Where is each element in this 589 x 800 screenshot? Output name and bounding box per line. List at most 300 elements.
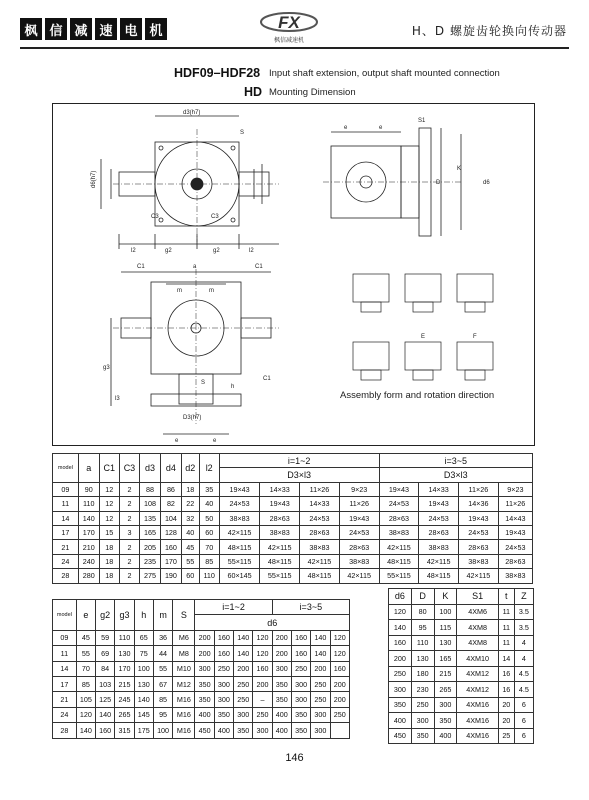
table-header-cell: S [173,600,195,631]
ratio-group-header: i=3~5 [379,454,532,468]
table-cell: 15 [99,525,119,539]
svg-text:S: S [240,130,245,136]
table-cell: 200 [272,630,291,645]
table-cell: 145 [134,707,153,722]
table-header-row [389,589,534,605]
table-cell: 42×115 [339,569,379,583]
table-header-cell: Z [514,589,533,605]
table-cell: 200 [389,651,412,667]
table-cell: 120 [253,630,272,645]
table-cell: 400 [272,723,291,738]
table-cell: 24×53 [339,525,379,539]
svg-text:C3: C3 [211,214,219,220]
table-cell: 6 [514,728,533,744]
table-cell: 90 [78,482,99,496]
table-row [53,540,533,554]
table-cell: 38×83 [459,554,499,568]
table-cell: 4.5 [514,682,533,698]
svg-text:d6: d6 [483,180,490,186]
table-cell: 45 [76,630,95,645]
table-cell: 45 [181,540,199,554]
page-number: 146 [285,752,304,764]
table-header-row [53,454,533,468]
table-cell: 11×26 [498,497,532,511]
table-cell: 48×115 [219,540,260,554]
table-cell: 12 [99,482,119,496]
table-cell: 18 [99,569,119,583]
table-cell: 40 [181,525,199,539]
table-cell: 300 [434,697,457,713]
table-row [389,651,534,667]
table-cell: 160 [214,630,233,645]
table-cell: 18 [99,554,119,568]
table-cell: 300 [253,723,272,738]
table-cell: 350 [234,723,253,738]
table-cell: 28×63 [339,540,379,554]
table-cell: 24×53 [419,511,459,525]
svg-text:S: S [201,380,206,386]
table-cell: M12 [173,676,195,691]
table-row [389,728,534,744]
table-cell: 12 [99,497,119,511]
table-cell: 42×115 [219,525,260,539]
ratio-group-header: i=1~2 [195,600,272,615]
table-cell: 19×43 [419,497,459,511]
table-cell: 11×26 [459,482,499,496]
brand-char-tile: 减 [70,18,92,40]
table-cell: 19×43 [260,497,300,511]
table-cell: 215 [434,666,457,682]
table-cell: 215 [115,676,134,691]
table-cell: 24×53 [459,525,499,539]
table-cell: 22 [181,497,199,511]
table-cell: 265 [115,707,134,722]
table-row [53,511,533,525]
table-cell: 400 [389,713,412,729]
table-cell: 19×43 [498,525,532,539]
table-cell: 250 [291,661,310,676]
table-cell: 95 [153,707,172,722]
table-cell: 11 [498,604,514,620]
table-cell: 16 [498,666,514,682]
table-cell: 20 [498,713,514,729]
assembly-forms [353,274,493,380]
table-cell: 128 [160,525,181,539]
table-cell: 28 [53,569,79,583]
table-cell: 2 [119,540,139,554]
table-cell: 4XM16 [457,697,499,713]
table-cell: 160 [253,661,272,676]
svg-text:d6(h7): d6(h7) [91,170,97,188]
table-cell: 400 [214,723,233,738]
table-header-cell: m [153,600,172,631]
table-cell: 165 [140,525,161,539]
table-cell: 140 [76,723,95,738]
table-cell: 140 [389,620,412,636]
table-cell: 28 [53,723,77,738]
svg-text:g2: g2 [213,248,220,254]
table-cell: 19×43 [339,511,379,525]
svg-text:C1: C1 [255,264,263,270]
table-header-cell: d6 [389,589,412,605]
table-cell: 38×83 [260,525,300,539]
table-header-cell: C1 [99,454,119,483]
table-cell: 350 [434,713,457,729]
table-row [53,707,350,722]
table-cell: 60 [181,569,199,583]
table-cell: 4 [514,635,533,651]
table-cell: 160 [96,723,115,738]
table-cell: 6 [514,697,533,713]
table-cell: 75 [134,646,153,661]
table-cell: 42×115 [300,554,340,568]
dimension-table-1 [52,453,533,584]
svg-text:m: m [177,288,182,294]
table-cell: 38×83 [419,540,459,554]
table-cell: 50 [199,511,219,525]
table-cell: 350 [195,692,214,707]
svg-text:C1: C1 [263,376,271,382]
table-cell: 48×115 [379,554,419,568]
table-cell: 250 [311,692,330,707]
table-cell: 165 [434,651,457,667]
table-row [53,692,350,707]
table-cell: M6 [173,630,195,645]
table-cell: 09 [53,630,77,645]
table-cell: 400 [434,728,457,744]
table-cell: 200 [195,630,214,645]
table-cell: 55×115 [219,554,260,568]
table-cell: 175 [134,723,153,738]
table-cell: 280 [78,569,99,583]
table-row [53,569,533,583]
table-cell: 4.5 [514,666,533,682]
table-cell: 450 [195,723,214,738]
table-cell: 4XM12 [457,682,499,698]
table-cell: 240 [78,554,99,568]
table-cell: M16 [173,707,195,722]
table-cell: 28×63 [300,525,340,539]
table-row [389,620,534,636]
header-divider [20,47,569,49]
top-view-drawing [111,269,279,434]
table-cell: 200 [311,661,330,676]
table-cell: 4XM16 [457,728,499,744]
table-cell: 65 [134,630,153,645]
table-cell: 160 [214,646,233,661]
table-cell: 67 [153,676,172,691]
table-cell: 160 [291,646,310,661]
table-cell: 3.5 [514,620,533,636]
table-row [53,630,350,645]
table-cell: M16 [173,723,195,738]
table-cell: 115 [434,620,457,636]
table-cell: 4XM6 [457,604,499,620]
table-cell: 95 [411,620,434,636]
table-cell: 140 [234,646,253,661]
table-cell: 36 [153,630,172,645]
table-header-cell: d4 [160,454,181,483]
sub-header: D3×l3 [219,468,379,482]
table-cell: 16 [498,682,514,698]
table-cell: 170 [115,661,134,676]
table-cell: 275 [140,569,161,583]
table-cell: 450 [389,728,412,744]
table-cell: 250 [389,666,412,682]
table-cell: 110 [115,630,134,645]
table-cell: 4 [514,651,533,667]
svg-text:e: e [213,438,217,444]
table-cell: 55 [181,554,199,568]
table-row [53,482,533,496]
table-row [53,676,350,691]
table-cell: 6 [514,713,533,729]
table-row [53,723,350,738]
table-cell: 120 [253,646,272,661]
table-cell: M10 [173,661,195,676]
brand-char-tile: 速 [95,18,117,40]
table-cell: 300 [214,676,233,691]
table-cell: 24 [53,554,79,568]
brand-char-tile: 枫 [20,18,42,40]
table-cell: 103 [96,676,115,691]
brand-name [20,18,167,40]
table-header-cell: D [411,589,434,605]
table-row [53,661,350,676]
table-cell: 250 [253,707,272,722]
table-cell: 200 [330,676,349,691]
table-cell: 11 [53,646,77,661]
table-cell: 14×36 [459,497,499,511]
table-cell: 110 [411,635,434,651]
svg-text:C3: C3 [151,214,159,220]
table-cell: 80 [411,604,434,620]
table-cell: 130 [134,676,153,691]
table-cell: 140 [134,692,153,707]
svg-text:S1: S1 [418,118,426,124]
table-cell: 60 [199,525,219,539]
table-cell: 160 [389,635,412,651]
table-cell: 104 [160,511,181,525]
table-cell: 350 [214,707,233,722]
table-cell: 55×115 [379,569,419,583]
table-cell: 38×83 [379,525,419,539]
table-cell: 180 [411,666,434,682]
table-cell: 24×53 [219,497,260,511]
table-cell: 69 [96,646,115,661]
table-cell: 4XM12 [457,666,499,682]
table-cell: 210 [78,540,99,554]
logo-mark-icon [258,8,320,36]
table-cell: 38×83 [339,554,379,568]
table-cell: 18 [181,482,199,496]
table-row [389,682,534,698]
table-header-cell: model [53,454,79,483]
table-cell: 130 [434,635,457,651]
table-cell: 28×63 [419,525,459,539]
table-cell: 200 [253,676,272,691]
product-line-title: H、D 螺旋齿轮换向传动器 [411,24,567,38]
table-cell: 2 [119,569,139,583]
table-cell: 28×63 [498,554,532,568]
table-cell: 170 [160,554,181,568]
table-cell: 14×33 [419,482,459,496]
table-cell: 35 [199,482,219,496]
company-logo [258,8,320,42]
svg-text:D: D [436,180,441,186]
table-cell: 24×53 [379,497,419,511]
table-row [53,525,533,539]
table-cell: 19×43 [459,511,499,525]
table-cell: 38×83 [498,569,532,583]
table-header-cell: a [78,454,99,483]
table-cell: 38×83 [219,511,260,525]
table-cell: 84 [96,661,115,676]
table-cell: 300 [291,676,310,691]
model-description: Input shaft extension, output shaft mounted connection [269,68,500,79]
table-cell: 4XM8 [457,620,499,636]
model-range-title: HDF09–HDF28 [174,66,261,80]
table-cell: 28×63 [459,540,499,554]
table-cell: 70 [199,540,219,554]
table-cell: 200 [234,661,253,676]
table-header-cell: g3 [115,600,134,631]
table-cell: 24 [53,707,77,722]
table-cell: 11 [53,497,79,511]
table-cell: 11×26 [300,482,340,496]
table-cell: 28×63 [379,511,419,525]
table-cell: 14×43 [498,511,532,525]
svg-text:F: F [473,334,477,340]
table-header-cell: e [76,600,95,631]
table-cell: 140 [96,707,115,722]
table-cell: 18 [99,540,119,554]
table-cell: 85 [153,692,172,707]
table-cell: 140 [311,646,330,661]
svg-text:g3: g3 [103,365,110,371]
table-cell: 120 [330,630,349,645]
table-cell: 11×26 [339,497,379,511]
brand-char-tile: 信 [45,18,67,40]
table-cell: 42×115 [379,540,419,554]
table-cell: 48×115 [419,569,459,583]
table-cell: 170 [78,525,99,539]
table-cell: 19×43 [379,482,419,496]
table-header-row [53,600,350,615]
ratio-group-header: i=3~5 [272,600,349,615]
table-cell: 300 [272,661,291,676]
table-header-cell: l2 [199,454,219,483]
table-cell: 4XM16 [457,713,499,729]
table-cell: 55 [76,646,95,661]
table-row [389,635,534,651]
table-header-cell: S1 [457,589,499,605]
table-cell: 200 [330,692,349,707]
table-cell: 300 [234,707,253,722]
table-cell: 130 [115,646,134,661]
svg-text:l2: l2 [249,248,254,254]
svg-text:g2: g2 [165,248,172,254]
table-cell: 250 [234,692,253,707]
table-cell: 25 [498,728,514,744]
svg-text:m: m [209,288,214,294]
table-cell: 59 [96,630,115,645]
side-view-drawing [323,128,463,236]
table-cell: 250 [214,661,233,676]
table-cell: 110 [199,569,219,583]
dimension-table-2 [52,599,350,739]
table-cell: 48×115 [300,569,340,583]
table-cell: 42×115 [260,540,300,554]
table-cell: 235 [140,554,161,568]
table-cell: 4XM8 [457,635,499,651]
sub-header: d6 [195,615,350,630]
table-row [389,697,534,713]
table-cell: 125 [96,692,115,707]
svg-text:FX: FX [278,13,300,32]
table-cell: 160 [291,630,310,645]
table-cell: 140 [311,630,330,645]
table-cell: 350 [291,707,310,722]
table-cell: 70 [76,661,95,676]
table-row [389,713,534,729]
table-cell: 38×83 [300,540,340,554]
table-cell: 21 [53,540,79,554]
ratio-group-header: i=1~2 [219,454,379,468]
table-cell: 350 [272,692,291,707]
table-cell: 42×115 [459,569,499,583]
table-cell: 350 [389,697,412,713]
table-cell: 190 [160,569,181,583]
table-cell: – [253,692,272,707]
table-cell: 17 [53,676,77,691]
table-cell: 14×33 [260,482,300,496]
table-cell: 09 [53,482,79,496]
table-cell: 21 [53,692,77,707]
table-cell: 140 [78,511,99,525]
table-cell: 300 [389,682,412,698]
table-cell: M8 [173,646,195,661]
table-cell: 100 [434,604,457,620]
table-header-cell: t [498,589,514,605]
table-cell: 11 [498,635,514,651]
table-cell: M16 [173,692,195,707]
table-cell: 24×53 [300,511,340,525]
table-cell: 40 [199,497,219,511]
series-description: Mounting Dimension [269,87,356,98]
table-cell: 100 [134,661,153,676]
table-cell: 250 [330,707,349,722]
table-cell: 135 [140,511,161,525]
svg-text:e: e [344,125,348,131]
brand-char-tile: 机 [145,18,167,40]
table-header-cell: C3 [119,454,139,483]
svg-text:l3: l3 [115,396,120,402]
svg-text:l2: l2 [131,248,136,254]
table-cell: 350 [411,728,434,744]
table-cell: 160 [330,661,349,676]
table-cell: 32 [181,511,199,525]
table-cell: 250 [311,676,330,691]
table-cell: 120 [389,604,412,620]
table-cell: 315 [115,723,134,738]
svg-text:e: e [379,125,383,131]
svg-text:d3(h7): d3(h7) [183,110,201,116]
table-cell: 2 [119,554,139,568]
table-cell: 300 [311,707,330,722]
table-cell: 28×63 [260,511,300,525]
table-cell: 200 [272,646,291,661]
